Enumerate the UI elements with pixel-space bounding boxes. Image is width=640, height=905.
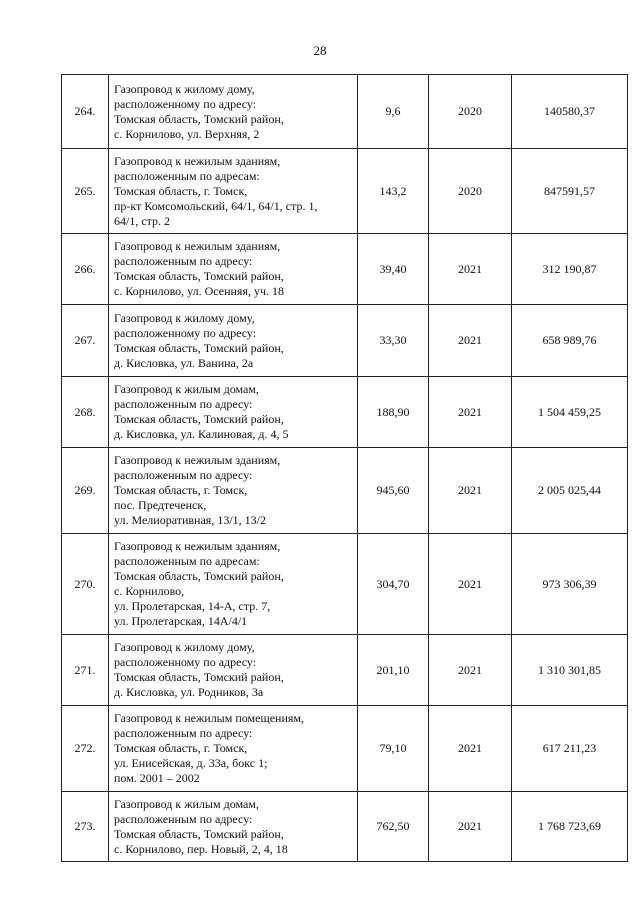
pipeline-length: 39,40 xyxy=(358,234,429,305)
pipeline-length: 143,2 xyxy=(358,149,429,234)
row-number: 270. xyxy=(62,534,109,635)
page-number: 28 xyxy=(313,43,327,58)
table-row xyxy=(62,377,628,448)
pipeline-length: 9,6 xyxy=(358,75,429,149)
table-row xyxy=(62,706,628,792)
object-description: Газопровод к жилому дому, расположенному по адресу: Томская область, Томский район, д. Кисловка, ул. Родников, 3а xyxy=(109,635,358,706)
commission-year: 2020 xyxy=(429,149,512,234)
gas-pipeline-registry-table xyxy=(61,74,628,862)
table-row xyxy=(62,149,628,234)
commission-year: 2021 xyxy=(429,635,512,706)
commission-year: 2021 xyxy=(429,706,512,792)
object-description: Газопровод к жилому дому, расположенному по адресу: Томская область, Томский район, д. Кисловка, ул. Ванина, 2а xyxy=(109,305,358,377)
pipeline-length: 201,10 xyxy=(358,635,429,706)
row-number: 268. xyxy=(62,377,109,448)
book-value: 973 306,39 xyxy=(512,534,628,635)
object-description: Газопровод к нежилым зданиям, расположенным по адресам: Томская область, г. Томск, пр-кт Комсомольский, 64/1, 64/1, стр. 1, 64/1, стр. 2 xyxy=(109,149,358,234)
table-row xyxy=(62,234,628,305)
book-value: 658 989,76 xyxy=(512,305,628,377)
table-row xyxy=(62,635,628,706)
pipeline-length: 762,50 xyxy=(358,792,429,862)
object-description: Газопровод к жилым домам, расположенным по адресу: Томская область, Томский район, с. Корнилово, пер. Новый, 2, 4, 18 xyxy=(109,792,358,862)
pipeline-length: 188,90 xyxy=(358,377,429,448)
object-description: Газопровод к нежилым зданиям, расположенным по адресу: Томская область, Томский район, с. Корнилово, ул. Осенняя, уч. 18 xyxy=(109,234,358,305)
book-value: 1 310 301,85 xyxy=(512,635,628,706)
book-value: 2 005 025,44 xyxy=(512,448,628,534)
table-row xyxy=(62,448,628,534)
pipeline-length: 79,10 xyxy=(358,706,429,792)
pipeline-length: 304,70 xyxy=(358,534,429,635)
row-number: 272. xyxy=(62,706,109,792)
book-value: 617 211,23 xyxy=(512,706,628,792)
commission-year: 2021 xyxy=(429,448,512,534)
table-row xyxy=(62,534,628,635)
commission-year: 2021 xyxy=(429,377,512,448)
commission-year: 2021 xyxy=(429,305,512,377)
table-row xyxy=(62,792,628,862)
table-row xyxy=(62,305,628,377)
row-number: 265. xyxy=(62,149,109,234)
object-description: Газопровод к жилым домам, расположенным по адресу: Томская область, Томский район, д. Кисловка, ул. Калиновая, д. 4, 5 xyxy=(109,377,358,448)
book-value: 847591,57 xyxy=(512,149,628,234)
book-value: 1 504 459,25 xyxy=(512,377,628,448)
row-number: 273. xyxy=(62,792,109,862)
row-number: 264. xyxy=(62,75,109,149)
commission-year: 2021 xyxy=(429,792,512,862)
row-number: 269. xyxy=(62,448,109,534)
row-number: 267. xyxy=(62,305,109,377)
row-number: 266. xyxy=(62,234,109,305)
book-value: 140580,37 xyxy=(512,75,628,149)
pipeline-length: 33,30 xyxy=(358,305,429,377)
object-description: Газопровод к нежилым зданиям, расположенным по адресам: Томская область, Томский район, с. Корнилово, ул. Пролетарская, 14-А, стр. 7, ул. Пролетарская, 14А/4/1 xyxy=(109,534,358,635)
book-value: 312 190,87 xyxy=(512,234,628,305)
table-row xyxy=(62,75,628,149)
object-description: Газопровод к нежилым зданиям, расположенным по адресу: Томская область, г. Томск, пос. Предтеченск, ул. Мелиоративная, 13/1, 13/2 xyxy=(109,448,358,534)
commission-year: 2020 xyxy=(429,75,512,149)
book-value: 1 768 723,69 xyxy=(512,792,628,862)
row-number: 271. xyxy=(62,635,109,706)
object-description: Газопровод к жилому дому, расположенному по адресу: Томская область, Томский район, с. Корнилово, ул. Верхняя, 2 xyxy=(109,75,358,149)
pipeline-length: 945,60 xyxy=(358,448,429,534)
object-description: Газопровод к нежилым помещениям, расположенным по адресу: Томская область, г. Томск, ул. Енисейская, д. 33а, бокс 1; пом. 2001 – 2002 xyxy=(109,706,358,792)
commission-year: 2021 xyxy=(429,234,512,305)
commission-year: 2021 xyxy=(429,534,512,635)
